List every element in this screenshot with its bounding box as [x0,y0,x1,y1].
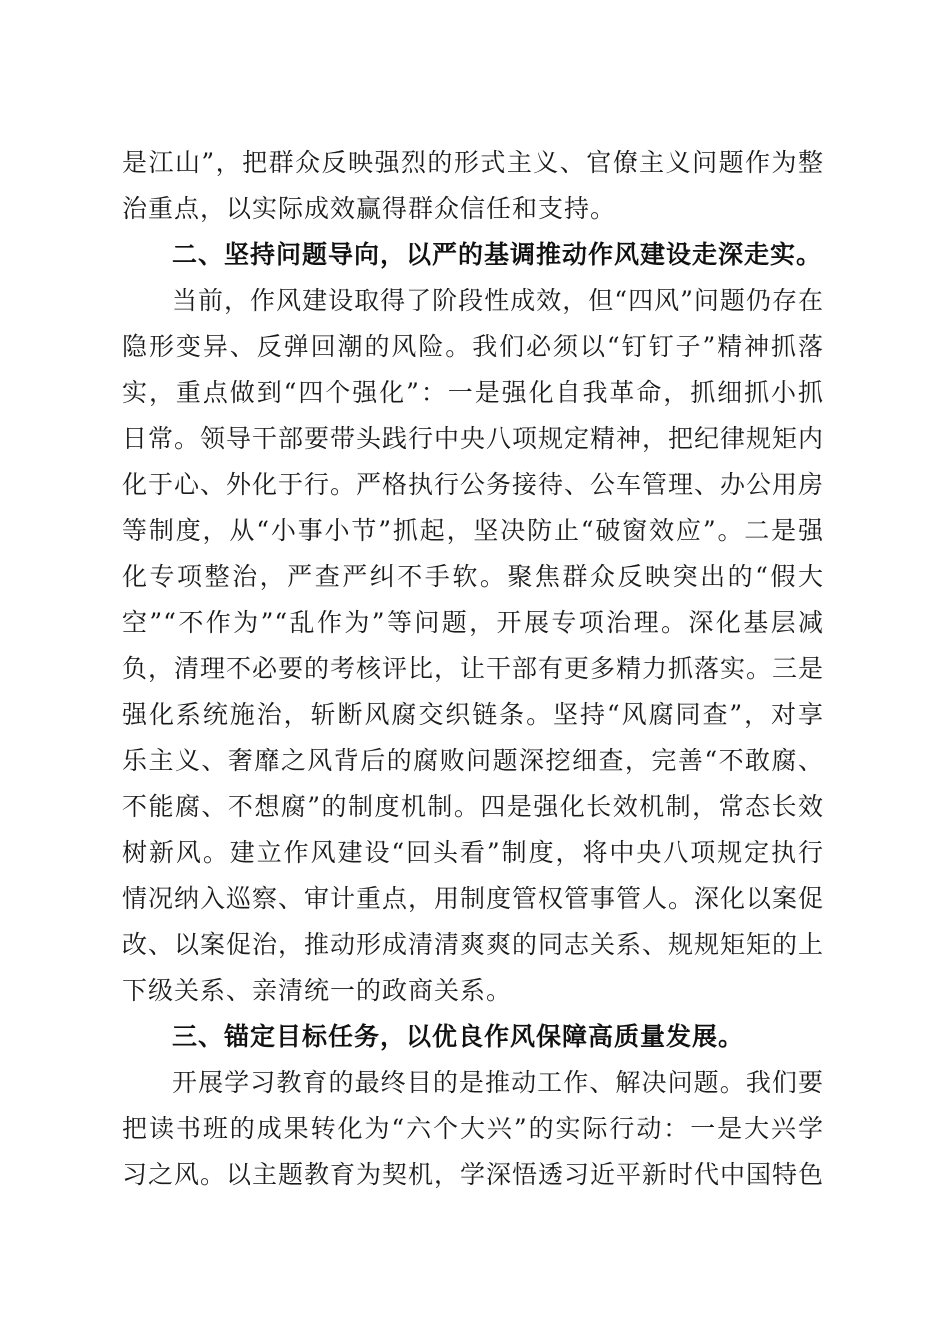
paragraph-work-style: 当前，作风建设取得了阶段性成效，但“四风”问题仍存在隐形变异、反弹回潮的风险。我们必须以“钉钉子”精神抓落实，重点做到“四个强化”：一是强化自我革命，抓细抓小抓日常。领导干部要带头践行中央八项规定精神，把纪律规矩内化于心、外化于行。严格执行公务接待、公车管理、办公用房等制度，从“小事小节”抓起，坚决防止“破窗效应”。二是强化专项整治，严查严纠不手软。聚焦群众反映突出的“假大空”“不作为”“乱作为”等问题，开展专项治理。深化基层减负，清理不必要的考核评比，让干部有更多精力抓落实。三是强化系统施治，斩断风腐交织链条。坚持“风腐同查”，对享乐主义、奢靡之风背后的腐败问题深挖细查，完善“不敢腐、不能腐、不想腐”的制度机制。四是强化长效机制，常态长效树新风。建立作风建设“回头看”制度，将中央八项规定执行情况纳入巡察、审计重点，用制度管权管事管人。深化以案促改、以案促治，推动形成清清爽爽的同志关系、规规矩矩的上下级关系、亲清统一的政商关系。 [122,286,825,1005]
section-heading-two: 二、坚持问题导向，以严的基调推动作风建设走深走实。 [172,240,823,269]
paragraph-continued: 是江山”，把群众反映强烈的形式主义、官僚主义问题作为整治重点，以实际成效赢得群众信任和支持。 [122,148,824,223]
paragraph-study-education: 开展学习教育的最终目的是推动工作、解决问题。我们要把读书班的成果转化为“六个大兴”的实际行动：一是大兴学习之风。以主题教育为契机，学深悟透习近平新时代中国特色 [122,1068,825,1189]
section-heading-three: 三、锚定目标任务，以优良作风保障高质量发展。 [172,1022,745,1051]
document-body [122,140,824,1198]
